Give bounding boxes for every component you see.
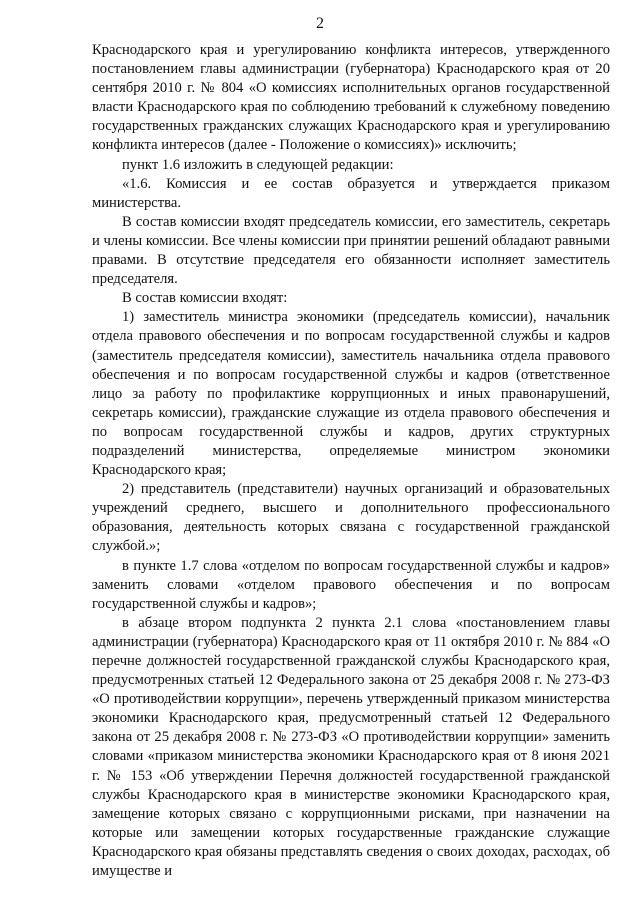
paragraph-clause-2-1: в абзаце втором подпункта 2 пункта 2.1 слова «постановлением главы администрации (губернатора) Краснодарского края от 11 октября 2010 г. № 884 «О перечне должностей государственной гражданской службы Краснодарского края, предусмотренных статьей 12 Федерального закона от 25 декабря 2008 г. № 273-ФЗ «О противодействии коррупции», перечень утвержденный приказом министерства экономики Краснодарского края, предусмотренный статьей 12 Федерального закона от 25 декабря 2008 г. № 273-ФЗ «О противодействии коррупции» заменить словами «приказом министерства экономики Краснодарского края от 8 июня 2021 г. № 153 «Об утверждении Перечня должностей государственной гражданской службы Краснодарского края в министерстве экономики Краснодарского края, замещение которых связано с коррупционными рисками, при назначении на которые или замещении которых государственные гражданские служащие Краснодарского края обязаны представлять сведения о своих доходах, расходах, об имуществе и [92, 614, 610, 880]
paragraph-item-1: 1) заместитель министра экономики (председатель комиссии), начальник отдела правового обеспечения и по вопросам государственной службы и кадров (заместитель председателя комиссии), заместитель начальника отдела правового обеспечения и по вопросам государственной службы и кадров (ответственное лицо за работу по профилактике коррупционных и иных правонарушений, секретарь комиссии), гражданские служащие из отдела правового обеспечения и по вопросам государственной службы и кадров, других структурных подразделений министерства, определяемые министром экономики Краснодарского края; [92, 309, 610, 479]
paragraph-clause-1-7: в пункте 1.7 слова «отделом по вопросам государственной службы и кадров» заменить словами «отделом правового обеспечения и по вопросам государственной службы и кадров»; [92, 557, 610, 612]
paragraph-commission-composition: В состав комиссии входят председатель комиссии, его заместитель, секретарь и члены комиссии. Все члены комиссии при принятии решений обладают равными правами. В отсутствие председателя его обязанности исполняет заместитель председателя. [92, 213, 610, 288]
paragraph-item-2: 2) представитель (представители) научных организаций и образовательных учреждений среднего, высшего и дополнительного профессионального образования, деятельность которых связана с государственной гражданской службой.»; [92, 481, 610, 555]
paragraph-clause-1-6-intro: пункт 1.6 изложить в следующей редакции: [122, 156, 394, 173]
paragraph-commission-regulation-tail: Краснодарского края и урегулированию конфликта интересов, утвержденного постановлением главы администрации (губернатора) Краснодарского края от 20 сентября 2010 г. № 804 «О комиссиях исполнительных органов государственной власти Краснодарского края по соблюдению требований к служебному поведению государственных гражданских служащих Краснодарского края и урегулированию конфликта интересов (далее - Положение о комиссиях)» исключить; [92, 42, 610, 154]
paragraph-clause-1-6-text: «1.6. Комиссия и ее состав образуется и утверждается приказом министерства. [92, 175, 610, 211]
page-number: 2 [316, 15, 324, 32]
paragraph-composition-heading: В состав комиссии входят: [122, 290, 288, 307]
document-body [92, 41, 610, 881]
